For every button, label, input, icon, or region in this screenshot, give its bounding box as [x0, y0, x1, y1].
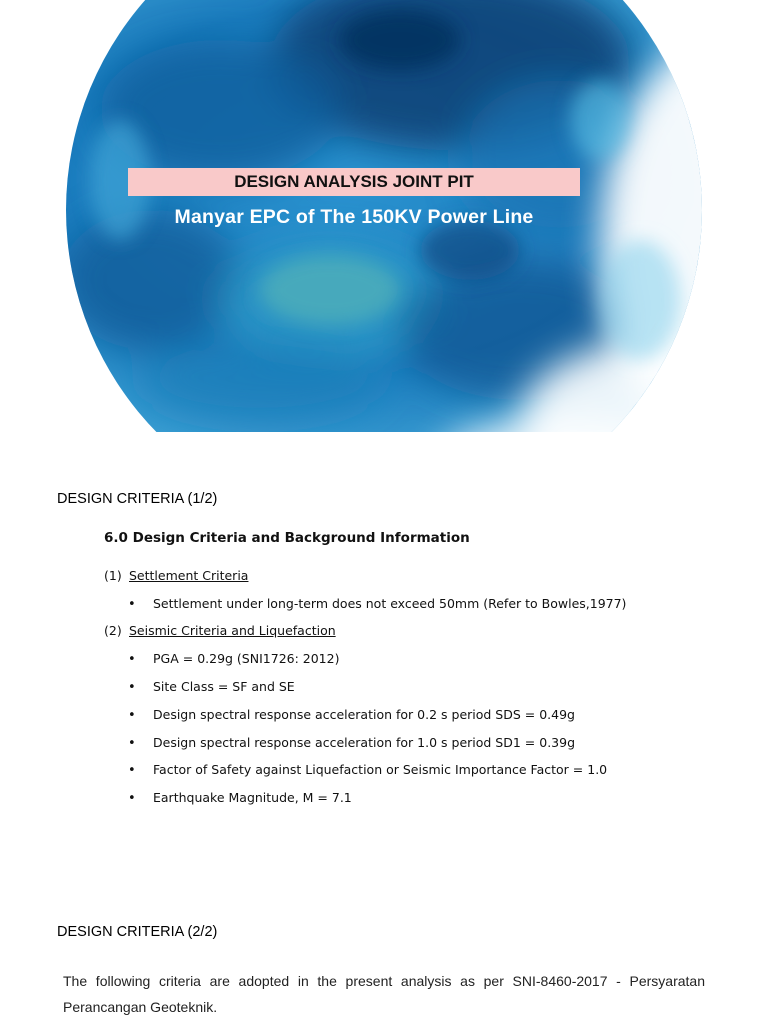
cover-artwork — [0, 0, 768, 470]
section-heading-criteria-2: DESIGN CRITERIA (2/2) — [57, 924, 218, 940]
watercolor-circle — [0, 0, 768, 470]
criterion-number: (2) — [104, 623, 122, 638]
list-item — [128, 790, 352, 806]
bullet-icon: • — [128, 597, 136, 612]
list-item — [128, 735, 575, 751]
list-item-text: Factor of Safety against Liquefaction or Seismic Importance Factor = 1.0 — [153, 762, 608, 777]
list-item-text: Design spectral response acceleration for 0.2 s period SDS = 0.49g — [153, 707, 575, 722]
list-item — [128, 707, 575, 723]
bullet-icon: • — [128, 652, 136, 667]
section-heading-criteria-1: DESIGN CRITERIA (1/2) — [57, 491, 218, 507]
document-title: DESIGN ANALYSIS JOINT PIT — [128, 168, 580, 196]
list-item-text: Design spectral response acceleration for 1.0 s period SD1 = 0.39g — [153, 735, 576, 750]
list-item — [128, 679, 295, 695]
criterion-number: (1) — [104, 568, 122, 583]
body-paragraph: The following criteria are adopted in the present analysis as per SNI-8460-2017 - Persyaratan Perancangan Geoteknik. — [63, 973, 705, 1015]
bullet-icon: • — [128, 791, 136, 806]
criterion-label — [104, 568, 248, 583]
excerpt-heading: 6.0 Design Criteria and Background Information — [104, 530, 470, 546]
bullet-icon: • — [128, 736, 136, 751]
list-item — [128, 651, 339, 667]
criterion-label — [104, 623, 336, 638]
list-item-text: Earthquake Magnitude, M = 7.1 — [153, 790, 352, 805]
bullet-icon: • — [128, 680, 136, 695]
bullet-icon: • — [128, 708, 136, 723]
list-item-text: Settlement under long-term does not exceed 50mm (Refer to Bowles,1977) — [153, 596, 627, 611]
list-item-text: PGA = 0.29g (SNI1726: 2012) — [153, 651, 340, 666]
list-item — [128, 596, 626, 612]
list-item — [128, 762, 607, 778]
bullet-icon: • — [128, 763, 136, 778]
criterion-title: Settlement Criteria — [129, 568, 249, 583]
criterion-title: Seismic Criteria and Liquefaction — [129, 623, 336, 638]
list-item-text: Site Class = SF and SE — [153, 679, 295, 694]
document-subtitle: Manyar EPC of The 150KV Power Line — [174, 206, 534, 228]
